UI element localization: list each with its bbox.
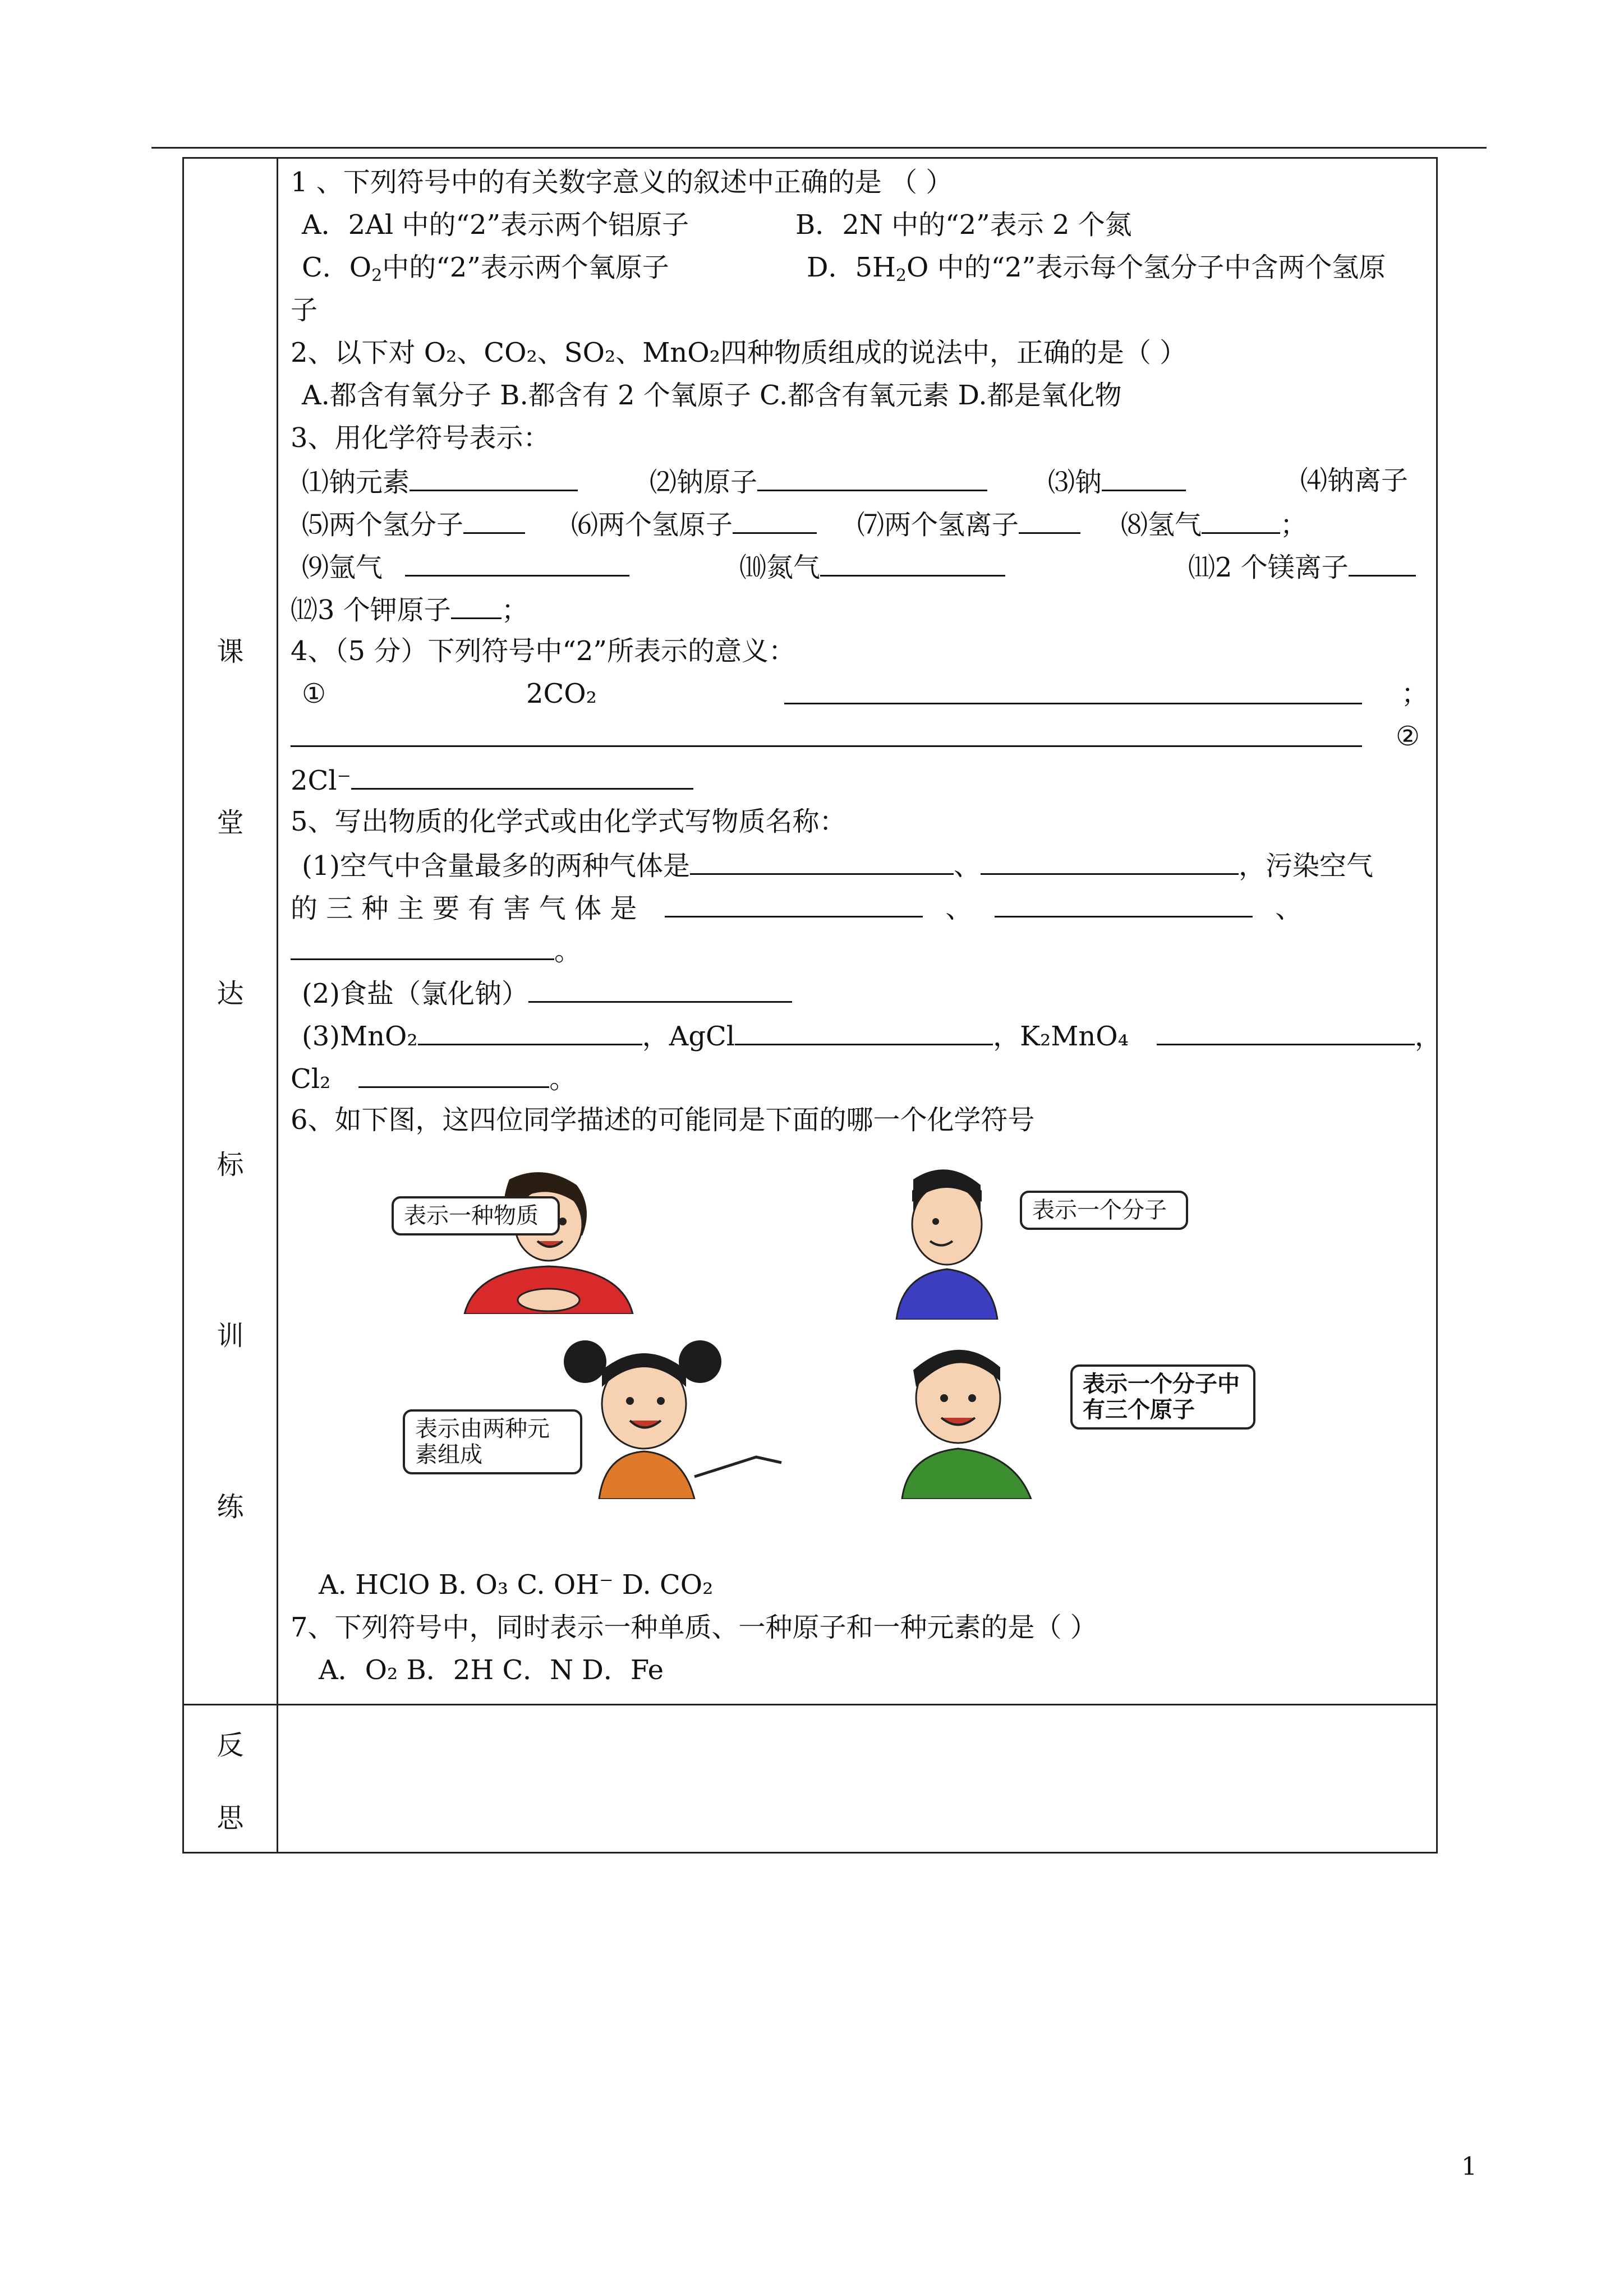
q1-option-c: C．$O_2$中的“2”表示两个氧原子 bbox=[302, 252, 669, 285]
q3-item-5: ⑸两个氢分子 bbox=[302, 502, 525, 546]
speech-bubble-1: 表示一种物质 bbox=[392, 1196, 560, 1235]
answer-blank[interactable] bbox=[995, 886, 1253, 918]
speech-bubble-4: 表示一个分子中有三个原子 bbox=[1070, 1364, 1255, 1430]
q4-item-1-number: ① bbox=[302, 678, 326, 709]
side-label-lian: 练 bbox=[217, 1491, 244, 1523]
q3-item-4: ⑷钠离子 bbox=[1300, 465, 1409, 496]
side-label-si: 思 bbox=[217, 1802, 244, 1834]
q5-part-3: (3)MnO₂ ，AgCl ，K₂MnO₄ ， bbox=[302, 1013, 1442, 1058]
answer-blank[interactable] bbox=[1157, 1013, 1415, 1045]
answer-blank[interactable] bbox=[981, 843, 1239, 875]
q3-item-10: ⑽氮气 bbox=[739, 545, 1005, 589]
answer-blank[interactable] bbox=[735, 1013, 993, 1045]
answer-blank[interactable] bbox=[665, 886, 923, 918]
answer-blank[interactable] bbox=[291, 715, 1362, 747]
side-label-fan: 反 bbox=[217, 1730, 244, 1761]
q4-item-1-blank bbox=[784, 672, 1362, 717]
q4-item-2: 2Cl⁻ bbox=[291, 758, 693, 802]
side-label-tang: 堂 bbox=[217, 807, 244, 838]
answer-blank[interactable] bbox=[291, 928, 554, 960]
q4-item-2-number: ② bbox=[1396, 721, 1420, 752]
worksheet-table bbox=[182, 157, 1442, 1854]
q5-part-1: (1)空气中含量最多的两种气体是 、 ，污染空气 bbox=[302, 843, 1373, 887]
answer-blank[interactable] bbox=[358, 1056, 549, 1088]
answer-blank[interactable] bbox=[820, 545, 1005, 577]
q5-stem: 5、写出物质的化学式或由化学式写物质名称： bbox=[291, 806, 846, 837]
q4-stem: 4、（5 分）下列符号中“2”所表示的意义： bbox=[291, 635, 795, 667]
q3-item-9: ⑼氩气 bbox=[302, 545, 629, 589]
q3-item-11: ⑾2 个镁离子 bbox=[1188, 545, 1416, 589]
answer-blank[interactable] bbox=[1202, 502, 1280, 534]
side-label-xun: 训 bbox=[217, 1320, 244, 1352]
answer-blank[interactable] bbox=[690, 843, 954, 875]
answer-blank[interactable] bbox=[351, 758, 693, 790]
answer-blank[interactable] bbox=[784, 672, 1362, 704]
answer-blank[interactable] bbox=[410, 459, 578, 491]
column-divider bbox=[277, 159, 278, 1852]
q4-continuation-blank bbox=[291, 715, 1362, 759]
answer-blank[interactable] bbox=[1349, 545, 1416, 577]
answer-blank[interactable] bbox=[451, 587, 502, 619]
answer-blank[interactable] bbox=[463, 502, 525, 534]
girl-with-ponytails-figure bbox=[554, 1336, 790, 1499]
q7-stem: 7、下列符号中，同时表示一种单质、一种原子和一种元素的是（ ） bbox=[291, 1612, 1097, 1643]
q5-part-1-cont: 的 三 种 主 要 有 害 气 体 是 、 、 bbox=[291, 886, 1302, 930]
q1-option-b: B．2N 中的“2”表示 2 个氮 bbox=[795, 209, 1132, 241]
side-label-ke: 课 bbox=[217, 636, 244, 667]
speech-bubble-2: 表示一个分子 bbox=[1020, 1191, 1188, 1230]
q3-item-8: ⑻氢气 ； bbox=[1121, 502, 1307, 546]
four-students-illustration bbox=[291, 1146, 1429, 1505]
q1-option-d: D．$5H_2O$ 中的“2”表示每个氢分子中含两个氢原 bbox=[807, 252, 1386, 285]
side-label-biao: 标 bbox=[217, 1149, 244, 1181]
q6-stem: 6、如下图，这四位同学描述的可能同是下面的哪一个化学符号 bbox=[291, 1104, 1035, 1136]
q5-part-1-end: 。 bbox=[291, 928, 581, 972]
q1-option-a: A．2Al 中的“2”表示两个铝原子 bbox=[302, 209, 689, 241]
page-number: 1 bbox=[1461, 2152, 1477, 2181]
answer-blank[interactable] bbox=[418, 1013, 642, 1045]
q3-item-1: ⑴钠元素 bbox=[302, 459, 578, 504]
q4-item-1-formula: 2CO₂ bbox=[526, 678, 597, 709]
header-rule bbox=[151, 147, 1487, 149]
answer-blank[interactable] bbox=[733, 502, 817, 534]
speech-bubble-3: 表示由两种元素组成 bbox=[403, 1409, 582, 1474]
boy-student-figure bbox=[880, 1163, 1014, 1320]
boy-with-green-shirt-figure bbox=[880, 1336, 1065, 1499]
q3-item-3: ⑶钠 bbox=[1048, 459, 1186, 504]
answer-blank[interactable] bbox=[757, 459, 987, 491]
q2-options: A.都含有氧分子 B.都含有 2 个氧原子 C.都含有氧元素 D.都是氧化物 bbox=[302, 380, 1122, 411]
row-divider bbox=[184, 1704, 1436, 1705]
girl-student-figure bbox=[442, 1168, 644, 1314]
q7-options: A．O₂ B．2H C．N D．Fe bbox=[319, 1654, 664, 1686]
q2-stem: 2、以下对 O₂、CO₂、SO₂、MnO₂四种物质组成的说法中，正确的是（ ） bbox=[291, 337, 1187, 368]
q4-semicolon: ； bbox=[1401, 678, 1429, 709]
q5-part-2: (2)食盐（氯化钠） bbox=[302, 971, 792, 1015]
answer-blank[interactable] bbox=[1019, 502, 1080, 534]
q1-stem: 1 、下列符号中的有关数字意义的叙述中正确的是 （ ） bbox=[291, 167, 953, 198]
q3-item-6: ⑹两个氢原子 bbox=[571, 502, 817, 546]
q3-item-12: ⑿3 个钾原子 ； bbox=[291, 587, 528, 631]
q5-part-3-cont: Cl₂ 。 bbox=[291, 1056, 576, 1100]
q3-item-2: ⑵钠原子 bbox=[650, 459, 987, 504]
answer-blank[interactable] bbox=[528, 971, 792, 1003]
q6-options: A. HClO B. O₃ C. OH⁻ D. CO₂ bbox=[319, 1569, 714, 1601]
q3-item-7: ⑺两个氢离子 bbox=[857, 502, 1080, 546]
q1-option-d-wrap: 子 bbox=[291, 294, 318, 326]
side-label-da: 达 bbox=[217, 978, 244, 1009]
q3-stem: 3、用化学符号表示： bbox=[291, 422, 550, 454]
answer-blank[interactable] bbox=[405, 545, 629, 577]
answer-blank[interactable] bbox=[1102, 459, 1186, 491]
